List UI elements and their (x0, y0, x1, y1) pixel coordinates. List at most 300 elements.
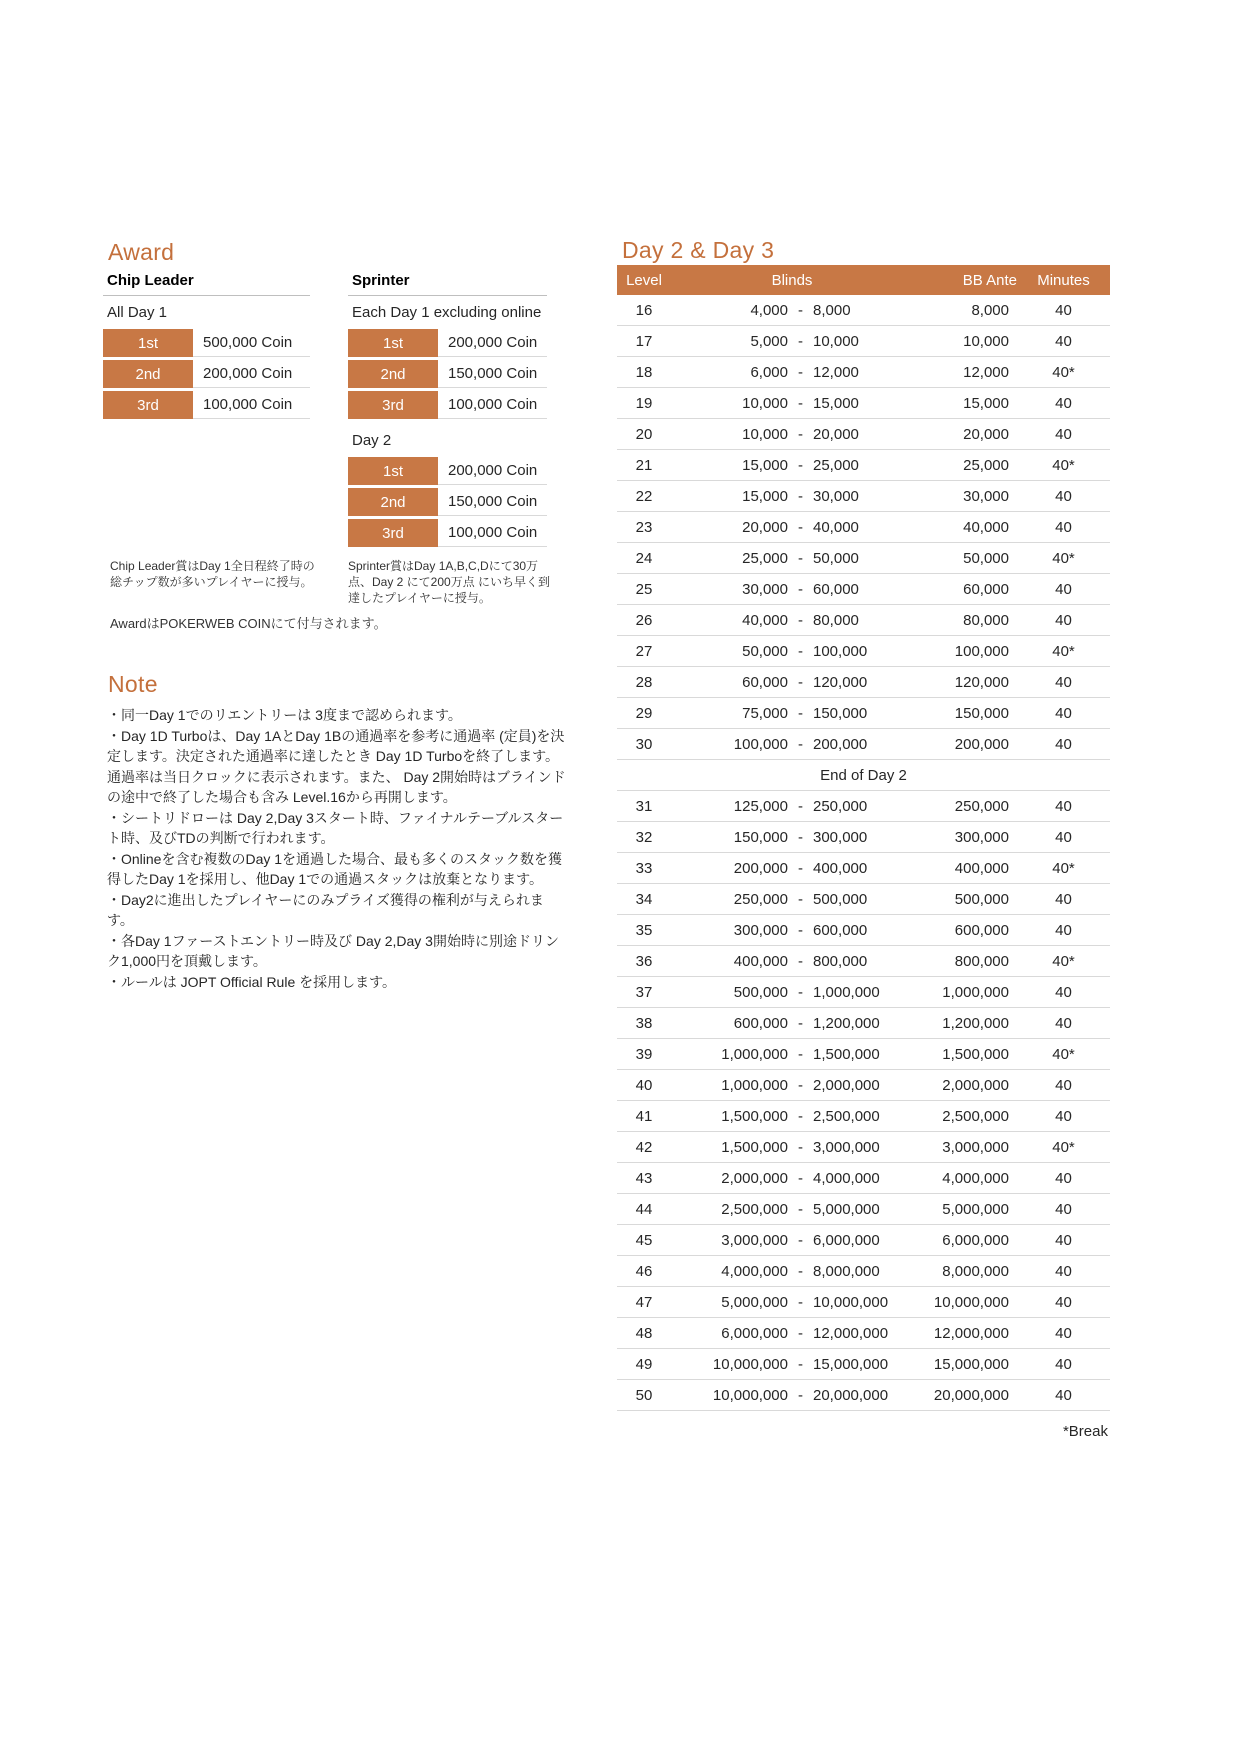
bb-ante-cell: 250,000 (954, 797, 1009, 815)
small-blind-cell: 30,000 (742, 580, 788, 598)
level-cell: 22 (635, 487, 653, 505)
award-section-title: Award (108, 239, 175, 265)
minutes-cell: 40* (1052, 363, 1075, 381)
level-cell: 32 (635, 828, 653, 846)
column-header-minutes: Minutes (1037, 271, 1090, 289)
prize-row (348, 329, 547, 357)
blind-dash: - (798, 704, 803, 722)
blind-level-row (617, 357, 1110, 388)
note-item: ・各Day 1ファーストエントリー時及び Day 2,Day 3開始時に別途ドリンク1,000円を頂戴します。 (107, 932, 559, 969)
prize-row (348, 519, 547, 547)
chip-leader-block (103, 270, 310, 422)
sprinter-prize-table (348, 329, 547, 419)
blind-dash: - (798, 983, 803, 1001)
small-blind-cell: 500,000 (733, 983, 788, 1001)
note-section-title: Note (108, 671, 158, 697)
big-blind-cell: 12,000,000 (813, 1324, 889, 1342)
blind-dash: - (798, 456, 803, 474)
level-cell: 46 (635, 1262, 653, 1280)
bb-ante-cell: 8,000,000 (942, 1262, 1009, 1280)
blind-dash: - (798, 363, 803, 381)
big-blind-cell: 1,000,000 (813, 983, 880, 1001)
sprinter-block (348, 270, 547, 550)
chip-leader-note: Chip Leader賞はDay 1全日程終了時の総チップ数が多いプレイヤーに授与。 (110, 559, 315, 589)
small-blind-cell: 6,000 (750, 363, 788, 381)
big-blind-cell: 1,500,000 (813, 1045, 880, 1063)
minutes-cell: 40 (1055, 673, 1072, 691)
minutes-cell: 40* (1052, 952, 1075, 970)
minutes-cell: 40 (1055, 487, 1072, 505)
big-blind-cell: 20,000,000 (813, 1386, 889, 1404)
level-cell: 26 (635, 611, 653, 629)
level-cell: 17 (635, 332, 653, 350)
prize-row (103, 391, 310, 419)
small-blind-cell: 4,000 (750, 301, 788, 319)
blind-level-row (617, 1287, 1110, 1318)
big-blind-cell: 2,500,000 (813, 1107, 880, 1125)
level-cell: 37 (635, 983, 653, 1001)
small-blind-cell: 4,000,000 (721, 1262, 788, 1280)
blind-level-row (617, 1101, 1110, 1132)
big-blind-cell: 400,000 (813, 859, 868, 877)
blind-level-row (617, 853, 1110, 884)
blinds-table-header (617, 265, 1110, 295)
blind-dash: - (798, 1262, 803, 1280)
big-blind-cell: 15,000 (813, 394, 859, 412)
big-blind-cell: 150,000 (813, 704, 868, 722)
bb-ante-cell: 800,000 (954, 952, 1009, 970)
minutes-cell: 40 (1055, 1169, 1072, 1187)
blind-dash: - (798, 425, 803, 443)
bb-ante-cell: 30,000 (963, 487, 1009, 505)
minutes-cell: 40 (1055, 797, 1072, 815)
rank-cell: 2nd (103, 360, 193, 388)
rank-cell: 2nd (348, 488, 438, 516)
level-cell: 50 (635, 1386, 653, 1404)
level-cell: 28 (635, 673, 653, 691)
note-item: ・ルールは JOPT Official Rule を採用します。 (107, 973, 397, 990)
bb-ante-cell: 200,000 (954, 735, 1009, 753)
rank-cell: 1st (348, 457, 438, 485)
small-blind-cell: 400,000 (733, 952, 788, 970)
bb-ante-cell: 2,000,000 (942, 1076, 1009, 1094)
minutes-cell: 40* (1052, 1045, 1075, 1063)
blind-dash: - (798, 580, 803, 598)
small-blind-cell: 10,000,000 (712, 1386, 788, 1404)
level-cell: 49 (635, 1355, 653, 1373)
sprinter-title: Sprinter (348, 270, 547, 296)
sprinter-day2-subtitle: Day 2 (352, 432, 392, 449)
blind-level-row (617, 543, 1110, 574)
minutes-cell: 40 (1055, 425, 1072, 443)
minutes-cell: 40 (1055, 828, 1072, 846)
blind-level-row (617, 915, 1110, 946)
small-blind-cell: 5,000,000 (721, 1293, 788, 1311)
bb-ante-cell: 100,000 (954, 642, 1009, 660)
small-blind-cell: 15,000 (742, 456, 788, 474)
level-cell: 34 (635, 890, 653, 908)
minutes-cell: 40 (1055, 921, 1072, 939)
minutes-cell: 40 (1055, 1262, 1072, 1280)
big-blind-cell: 8,000,000 (813, 1262, 880, 1280)
rank-cell: 3rd (348, 519, 438, 547)
blind-dash: - (798, 859, 803, 877)
level-cell: 42 (635, 1138, 653, 1156)
minutes-cell: 40* (1052, 1138, 1075, 1156)
minutes-cell: 40* (1052, 642, 1075, 660)
blind-level-row (617, 636, 1110, 667)
bb-ante-cell: 12,000 (963, 363, 1009, 381)
bb-ante-cell: 8,000 (971, 301, 1009, 319)
small-blind-cell: 250,000 (733, 890, 788, 908)
minutes-cell: 40 (1055, 394, 1072, 412)
blind-level-row (617, 791, 1110, 822)
blind-level-row (617, 977, 1110, 1008)
blind-level-row (617, 574, 1110, 605)
blind-dash: - (798, 1293, 803, 1311)
prize-cell: 200,000 Coin (438, 329, 547, 357)
note-item: ・同一Day 1でのリエントリーは 3度まで認められます。 (107, 707, 462, 723)
small-blind-cell: 150,000 (733, 828, 788, 846)
level-cell: 33 (635, 859, 653, 877)
blind-level-row (617, 1070, 1110, 1101)
minutes-cell: 40 (1055, 518, 1072, 536)
bb-ante-cell: 400,000 (954, 859, 1009, 877)
blind-dash: - (798, 735, 803, 753)
blind-dash: - (798, 1386, 803, 1404)
blind-level-row (617, 884, 1110, 915)
minutes-cell: 40 (1055, 735, 1072, 753)
note-item: ・Day2に進出したプレイヤーにのみプライズ獲得の権利が与えられます。 (107, 891, 544, 928)
level-cell: 48 (635, 1324, 653, 1342)
bb-ante-cell: 60,000 (963, 580, 1009, 598)
blind-dash: - (798, 1324, 803, 1342)
small-blind-cell: 2,500,000 (721, 1200, 788, 1218)
small-blind-cell: 10,000 (742, 425, 788, 443)
bb-ante-cell: 15,000,000 (933, 1355, 1009, 1373)
small-blind-cell: 200,000 (733, 859, 788, 877)
bb-ante-cell: 50,000 (963, 549, 1009, 567)
blind-dash: - (798, 1107, 803, 1125)
blind-dash: - (798, 1200, 803, 1218)
prize-row (103, 360, 310, 388)
blind-dash: - (798, 1355, 803, 1373)
blind-level-row (617, 419, 1110, 450)
chip-leader-prize-table (103, 329, 310, 419)
blind-level-row (617, 1163, 1110, 1194)
blinds-table (617, 265, 1110, 1411)
minutes-cell: 40 (1055, 332, 1072, 350)
blind-dash: - (798, 673, 803, 691)
small-blind-cell: 10,000,000 (712, 1355, 788, 1373)
column-header-bb-ante: BB Ante (962, 271, 1017, 289)
note-list (107, 705, 569, 992)
blind-dash: - (798, 301, 803, 319)
big-blind-cell: 250,000 (813, 797, 868, 815)
level-cell: 40 (635, 1076, 653, 1094)
bb-ante-cell: 500,000 (954, 890, 1009, 908)
small-blind-cell: 5,000 (750, 332, 788, 350)
bb-ante-cell: 3,000,000 (942, 1138, 1009, 1156)
blind-dash: - (798, 1138, 803, 1156)
level-cell: 31 (635, 797, 653, 815)
blind-level-row (617, 1132, 1110, 1163)
small-blind-cell: 15,000 (742, 487, 788, 505)
blind-dash: - (798, 1076, 803, 1094)
prize-row (103, 329, 310, 357)
bb-ante-cell: 40,000 (963, 518, 1009, 536)
blind-dash: - (798, 394, 803, 412)
level-cell: 41 (635, 1107, 653, 1125)
note-item: ・シートリドローは Day 2,Day 3スタート時、ファイナルテーブルスタート時、及びTDの判断で行われます。 (107, 809, 564, 846)
blind-level-row (617, 450, 1110, 481)
level-cell: 39 (635, 1045, 653, 1063)
bb-ante-cell: 4,000,000 (942, 1169, 1009, 1187)
prize-row (348, 391, 547, 419)
blind-dash: - (798, 1045, 803, 1063)
bb-ante-cell: 150,000 (954, 704, 1009, 722)
sprinter-note: Sprinter賞はDay 1A,B,C,Dにて30万点、Day 2 にて200万点 にいち早く到達したプレイヤーに授与。 (348, 559, 551, 605)
bb-ante-cell: 6,000,000 (942, 1231, 1009, 1249)
prize-cell: 200,000 Coin (438, 457, 547, 485)
blind-level-row (617, 295, 1110, 326)
big-blind-cell: 200,000 (813, 735, 868, 753)
bb-ante-cell: 1,000,000 (942, 983, 1009, 1001)
bb-ante-cell: 2,500,000 (942, 1107, 1009, 1125)
blinds-table-body (617, 295, 1110, 1411)
blind-level-row (617, 326, 1110, 357)
big-blind-cell: 2,000,000 (813, 1076, 880, 1094)
big-blind-cell: 60,000 (813, 580, 859, 598)
schedule-heading-rule (617, 237, 1110, 266)
big-blind-cell: 30,000 (813, 487, 859, 505)
small-blind-cell: 40,000 (742, 611, 788, 629)
level-cell: 19 (635, 394, 653, 412)
bb-ante-cell: 1,500,000 (942, 1045, 1009, 1063)
blind-level-row (617, 481, 1110, 512)
big-blind-cell: 80,000 (813, 611, 859, 629)
big-blind-cell: 40,000 (813, 518, 859, 536)
big-blind-cell: 5,000,000 (813, 1200, 880, 1218)
note-item: ・Day 1D Turboは、Day 1AとDay 1Bの通過率を参考に通過率 (定員)を決定します。決定された通過率に達したとき Day 1D Turboを終了します。通過率は当日クロックに表示されます。また、 Day 2開始時はブラインドの途中で終了した場合も含み Level.16から再開します。 (107, 727, 566, 805)
blind-level-row (617, 1380, 1110, 1411)
bb-ante-cell: 1,200,000 (942, 1014, 1009, 1032)
level-cell: 16 (635, 301, 653, 319)
minutes-cell: 40 (1055, 1014, 1072, 1032)
minutes-cell: 40 (1055, 611, 1072, 629)
big-blind-cell: 600,000 (813, 921, 868, 939)
blind-dash: - (798, 890, 803, 908)
big-blind-cell: 50,000 (813, 549, 859, 567)
small-blind-cell: 2,000,000 (721, 1169, 788, 1187)
small-blind-cell: 1,500,000 (721, 1138, 788, 1156)
blind-level-row (617, 1008, 1110, 1039)
blind-level-row (617, 605, 1110, 636)
blind-dash: - (798, 332, 803, 350)
prize-cell: 100,000 Coin (438, 519, 547, 547)
bb-ante-cell: 600,000 (954, 921, 1009, 939)
level-cell: 29 (635, 704, 653, 722)
big-blind-cell: 20,000 (813, 425, 859, 443)
minutes-cell: 40 (1055, 983, 1072, 1001)
small-blind-cell: 125,000 (733, 797, 788, 815)
big-blind-cell: 800,000 (813, 952, 868, 970)
minutes-cell: 40 (1055, 1231, 1072, 1249)
note-item: ・Onlineを含む複数のDay 1を通過した場合、最も多くのスタック数を獲得したDay 1を採用し、他Day 1での通過スタックは放棄となります。 (107, 850, 563, 887)
minutes-cell: 40 (1055, 1076, 1072, 1094)
level-cell: 44 (635, 1200, 653, 1218)
big-blind-cell: 3,000,000 (813, 1138, 880, 1156)
level-cell: 47 (635, 1293, 653, 1311)
bb-ante-cell: 25,000 (963, 456, 1009, 474)
small-blind-cell: 60,000 (742, 673, 788, 691)
minutes-cell: 40 (1055, 704, 1072, 722)
bb-ante-cell: 15,000 (963, 394, 1009, 412)
bb-ante-cell: 20,000,000 (933, 1386, 1009, 1404)
blind-dash: - (798, 487, 803, 505)
blind-dash: - (798, 921, 803, 939)
small-blind-cell: 20,000 (742, 518, 788, 536)
level-cell: 38 (635, 1014, 653, 1032)
big-blind-cell: 300,000 (813, 828, 868, 846)
big-blind-cell: 10,000 (813, 332, 859, 350)
small-blind-cell: 50,000 (742, 642, 788, 660)
bb-ante-cell: 120,000 (954, 673, 1009, 691)
prize-row (348, 488, 547, 516)
schedule-section-title: Day 2 & Day 3 (622, 237, 775, 263)
end-of-day-row (617, 760, 1110, 791)
minutes-cell: 40* (1052, 456, 1075, 474)
level-cell: 27 (635, 642, 653, 660)
small-blind-cell: 1,000,000 (721, 1076, 788, 1094)
bb-ante-cell: 10,000 (963, 332, 1009, 350)
big-blind-cell: 8,000 (813, 301, 851, 319)
column-header-level: Level (626, 271, 662, 289)
blind-level-row (617, 667, 1110, 698)
blind-dash: - (798, 1169, 803, 1187)
blind-dash: - (798, 797, 803, 815)
small-blind-cell: 300,000 (733, 921, 788, 939)
minutes-cell: 40 (1055, 1355, 1072, 1373)
level-cell: 30 (635, 735, 653, 753)
small-blind-cell: 100,000 (733, 735, 788, 753)
end-of-day-label: End of Day 2 (820, 766, 907, 784)
blind-dash: - (798, 642, 803, 660)
minutes-cell: 40 (1055, 1200, 1072, 1218)
minutes-cell: 40 (1055, 1293, 1072, 1311)
column-header-blinds: Blinds (771, 271, 813, 289)
prize-cell: 500,000 Coin (193, 329, 310, 357)
blind-level-row (617, 1194, 1110, 1225)
big-blind-cell: 6,000,000 (813, 1231, 880, 1249)
bb-ante-cell: 80,000 (963, 611, 1009, 629)
blind-level-row (617, 729, 1110, 760)
minutes-cell: 40 (1055, 1386, 1072, 1404)
blind-level-row (617, 1256, 1110, 1287)
big-blind-cell: 10,000,000 (813, 1293, 889, 1311)
level-cell: 20 (635, 425, 653, 443)
sprinter-subtitle: Each Day 1 excluding online (352, 304, 542, 321)
big-blind-cell: 100,000 (813, 642, 868, 660)
rank-cell: 3rd (103, 391, 193, 419)
bb-ante-cell: 20,000 (963, 425, 1009, 443)
big-blind-cell: 12,000 (813, 363, 859, 381)
prize-cell: 150,000 Coin (438, 488, 547, 516)
minutes-cell: 40 (1055, 890, 1072, 908)
prize-cell: 100,000 Coin (193, 391, 310, 419)
blind-dash: - (798, 1014, 803, 1032)
prize-row (348, 457, 547, 485)
big-blind-cell: 120,000 (813, 673, 868, 691)
level-cell: 24 (635, 549, 653, 567)
bb-ante-cell: 12,000,000 (933, 1324, 1009, 1342)
level-cell: 43 (635, 1169, 653, 1187)
level-cell: 45 (635, 1231, 653, 1249)
small-blind-cell: 1,000,000 (721, 1045, 788, 1063)
rank-cell: 1st (103, 329, 193, 357)
level-cell: 21 (635, 456, 653, 474)
bb-ante-cell: 5,000,000 (942, 1200, 1009, 1218)
blind-level-row (617, 946, 1110, 977)
level-cell: 18 (635, 363, 653, 381)
blind-level-row (617, 822, 1110, 853)
rank-cell: 1st (348, 329, 438, 357)
bb-ante-cell: 300,000 (954, 828, 1009, 846)
level-cell: 25 (635, 580, 653, 598)
blind-dash: - (798, 549, 803, 567)
small-blind-cell: 25,000 (742, 549, 788, 567)
blind-level-row (617, 1349, 1110, 1380)
blind-dash: - (798, 828, 803, 846)
prize-cell: 100,000 Coin (438, 391, 547, 419)
blind-level-row (617, 388, 1110, 419)
rank-cell: 3rd (348, 391, 438, 419)
big-blind-cell: 15,000,000 (813, 1355, 889, 1373)
big-blind-cell: 500,000 (813, 890, 868, 908)
blind-dash: - (798, 611, 803, 629)
prize-cell: 150,000 Coin (438, 360, 547, 388)
blind-dash: - (798, 952, 803, 970)
big-blind-cell: 1,200,000 (813, 1014, 880, 1032)
chip-leader-title: Chip Leader (103, 270, 310, 296)
small-blind-cell: 3,000,000 (721, 1231, 788, 1249)
sprinter-day2-prize-table (348, 457, 547, 547)
small-blind-cell: 1,500,000 (721, 1107, 788, 1125)
minutes-cell: 40 (1055, 580, 1072, 598)
rank-cell: 2nd (348, 360, 438, 388)
blind-level-row (617, 698, 1110, 729)
small-blind-cell: 10,000 (742, 394, 788, 412)
small-blind-cell: 75,000 (742, 704, 788, 722)
prize-row (348, 360, 547, 388)
big-blind-cell: 4,000,000 (813, 1169, 880, 1187)
bb-ante-cell: 10,000,000 (933, 1293, 1009, 1311)
minutes-cell: 40* (1052, 549, 1075, 567)
minutes-cell: 40 (1055, 301, 1072, 319)
prize-cell: 200,000 Coin (193, 360, 310, 388)
blind-level-row (617, 1225, 1110, 1256)
blind-level-row (617, 1318, 1110, 1349)
blind-level-row (617, 1039, 1110, 1070)
big-blind-cell: 25,000 (813, 456, 859, 474)
minutes-cell: 40 (1055, 1107, 1072, 1125)
break-footnote: *Break (1062, 1423, 1108, 1440)
minutes-cell: 40 (1055, 1324, 1072, 1342)
chip-leader-subtitle: All Day 1 (107, 304, 168, 321)
award-footer-note: AwardはPOKERWEB COINにて付与されます。 (110, 616, 387, 631)
minutes-cell: 40* (1052, 859, 1075, 877)
level-cell: 35 (635, 921, 653, 939)
